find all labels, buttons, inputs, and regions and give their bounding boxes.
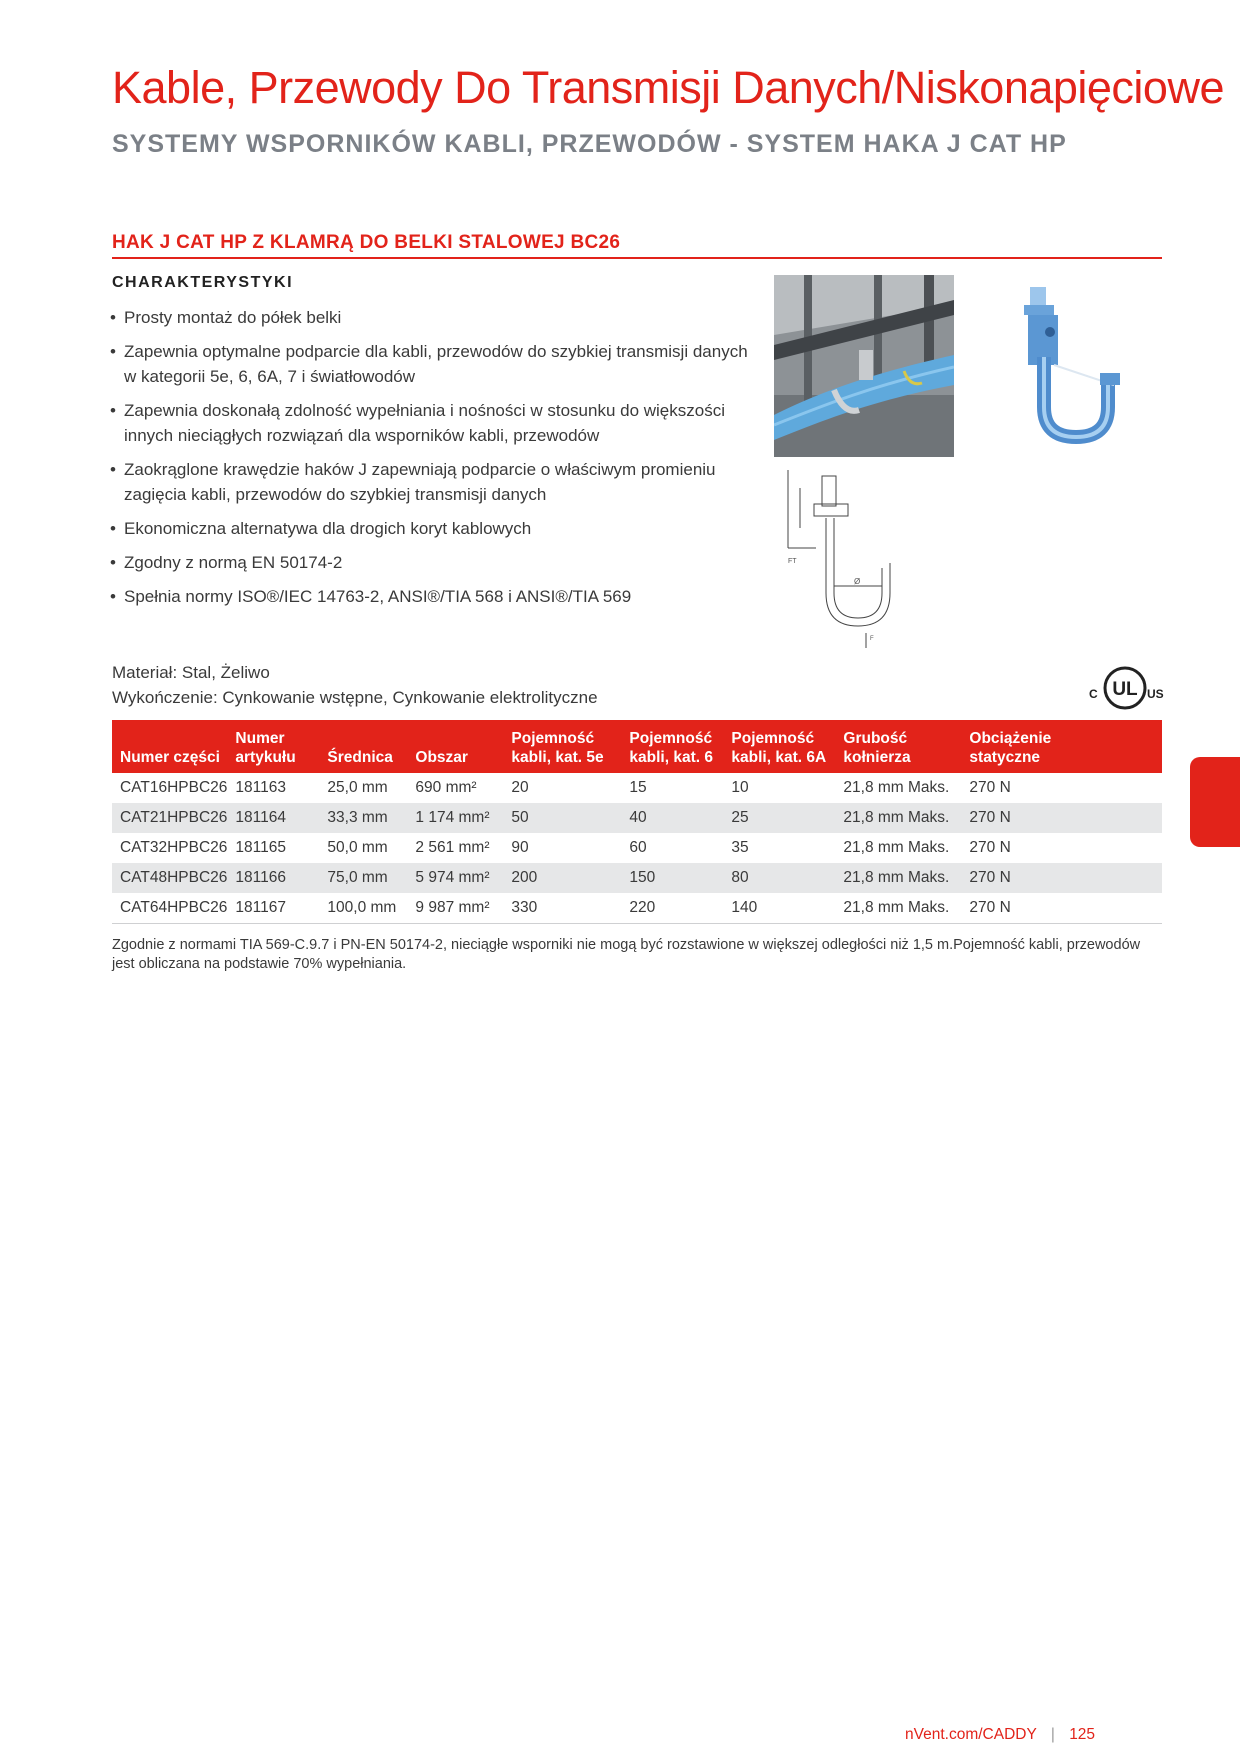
table-cell: 9 987 mm² — [407, 893, 503, 924]
table-cell: 40 — [621, 803, 723, 833]
col-header: Pojemność kabli, kat. 6 — [621, 720, 723, 773]
table-cell: 270 N — [969, 839, 1011, 856]
table-row — [112, 833, 1162, 863]
section-tab-marker — [1190, 757, 1240, 847]
table-cell: 20 — [511, 779, 529, 796]
footer-link[interactable]: nVent.com/CADDY — [905, 1726, 1037, 1743]
section-divider — [112, 257, 1162, 259]
force-label: F — [870, 636, 874, 642]
table-cell: CAT48HPBC26 — [112, 863, 227, 893]
footer-separator: | — [1050, 1726, 1055, 1743]
table-cell: 25,0 mm — [327, 779, 388, 796]
table-cell: 33,3 mm — [319, 803, 407, 833]
table-cell: 21,8 mm Maks. — [835, 893, 961, 924]
technical-drawing — [786, 468, 896, 668]
table-cell: 21,8 mm Maks. — [835, 863, 961, 893]
table-cell: 181164 — [227, 803, 319, 833]
table-cell: 181165 — [235, 839, 286, 856]
table-cell: 150 — [621, 863, 723, 893]
table-cell: 80 — [723, 863, 835, 893]
table-cell: 270 N — [969, 779, 1011, 796]
table-row — [112, 893, 1162, 924]
features-heading: CHARAKTERYSTYKI — [112, 274, 294, 291]
footnote: Zgodnie z normami TIA 569-C.9.7 i PN-EN 50174-2, nieciągłe wsporniki nie mogą być rozstawione w większej odległości niż 1,5 m.Pojemność kabli, przewodów jest obliczana na podstawie 70% wypełniania. — [112, 937, 1141, 972]
col-header: Pojemność kabli, kat. 6A — [723, 720, 835, 773]
table-row — [112, 803, 1162, 833]
feature-item: • Zapewnia optymalne podparcie dla kabli, przewodów do szybkiej transmisji danych w kategorii 5e, 6, 6A, 7 i światłowodów — [110, 339, 750, 389]
col-header: Średnica — [319, 720, 407, 773]
col-header: Grubość kołnierza — [835, 720, 961, 773]
table-row — [112, 863, 1162, 893]
feature-item: • Spełnia normy ISO®/IEC 14763-2, ANSI®/TIA 568 i ANSI®/TIA 569 — [110, 584, 750, 609]
page-title: Kable, Przewody Do Transmisji Danych/Niskonapięciowe — [112, 62, 1224, 113]
feature-item: • Prosty montaż do półek belki — [110, 305, 750, 330]
ul-letters: UL — [1112, 679, 1138, 700]
section-title: HAK J CAT HP Z KLAMRĄ DO BELKI STALOWEJ BC26 — [112, 232, 621, 253]
feature-item: • Zapewnia doskonałą zdolność wypełniania i nośności w stosunku do większości innych nieciągłych rozwiązań dla wsporników kabli, przewodów — [110, 398, 750, 448]
table-cell: 15 — [629, 779, 647, 796]
table-cell: 35 — [731, 839, 749, 856]
table-cell: 200 — [503, 863, 621, 893]
table-cell: 2 561 mm² — [415, 839, 490, 856]
installation-photo — [774, 275, 954, 457]
table-row — [112, 773, 1162, 803]
ul-c-letter: C — [1089, 687, 1098, 701]
col-header: Obszar — [407, 720, 503, 773]
col-header: Numer artykułu — [227, 720, 319, 773]
table-cell: 25 — [723, 803, 835, 833]
table-header-row — [112, 720, 1162, 773]
table-cell: 140 — [723, 893, 835, 924]
ul-us-letters: US — [1147, 687, 1164, 701]
table-cell: CAT16HPBC26 — [120, 779, 228, 796]
table-cell: 181163 — [235, 779, 286, 796]
table-cell: 690 mm² — [415, 779, 477, 796]
table-cell: 100,0 mm — [319, 893, 407, 924]
page-footer — [905, 1726, 1095, 1744]
col-header: Obciążenie statyczne — [961, 720, 1162, 773]
table-cell: 21,8 mm Maks. — [843, 839, 950, 856]
table-cell: 5 974 mm² — [407, 863, 503, 893]
col-header: Pojemność kabli, kat. 5e — [503, 720, 621, 773]
diameter-label: Ø — [854, 577, 861, 586]
features-list — [110, 305, 750, 618]
table-cell: 1 174 mm² — [407, 803, 503, 833]
product-image — [1010, 287, 1130, 447]
table-cell: 181166 — [227, 863, 319, 893]
ft-label: FT — [788, 558, 797, 565]
page-subtitle: SYSTEMY WSPORNIKÓW KABLI, PRZEWODÓW - SYSTEM HAKA J CAT HP — [112, 130, 1067, 158]
table-cell: 21,8 mm Maks. — [835, 803, 961, 833]
table-cell: 270 N — [961, 803, 1162, 833]
table-cell: 60 — [629, 839, 647, 856]
page-number: 125 — [1069, 1726, 1096, 1743]
table-cell: 50,0 mm — [327, 839, 388, 856]
table-cell: 270 N — [961, 863, 1162, 893]
table-cell: 10 — [731, 779, 749, 796]
feature-item: • Zaokrąglone krawędzie haków J zapewniają podparcie o właściwym promieniu zagięcia kabli, przewodów do szybkiej transmisji danych — [110, 457, 750, 507]
table-cell: 181167 — [227, 893, 319, 924]
feature-item: • Zgodny z normą EN 50174-2 — [110, 550, 750, 575]
table-cell: 270 N — [961, 893, 1162, 924]
material-line: Materiał: Stal, Żeliwo — [112, 663, 270, 682]
table-cell: CAT32HPBC26 — [120, 839, 228, 856]
table-cell: 330 — [503, 893, 621, 924]
table-cell: 75,0 mm — [319, 863, 407, 893]
table-cell: CAT64HPBC26 — [112, 893, 227, 924]
table-cell: 90 — [511, 839, 529, 856]
table-cell: 50 — [503, 803, 621, 833]
feature-item: • Ekonomiczna alternatywa dla drogich koryt kablowych — [110, 516, 750, 541]
ul-certification-logo — [1086, 665, 1164, 711]
col-header: Numer części — [112, 720, 227, 773]
table-cell: 220 — [621, 893, 723, 924]
material-info — [112, 660, 598, 710]
spec-table — [112, 720, 1162, 924]
finish-line: Wykończenie: Cynkowanie wstępne, Cynkowanie elektrolityczne — [112, 688, 598, 707]
table-cell: CAT21HPBC26 — [112, 803, 227, 833]
table-cell: 21,8 mm Maks. — [843, 779, 950, 796]
